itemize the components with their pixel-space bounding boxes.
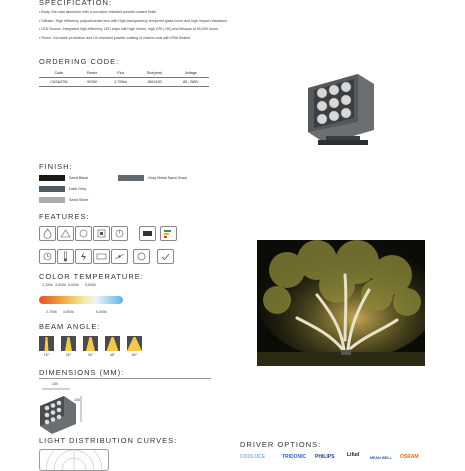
finish-swatch-sand-silver bbox=[39, 197, 65, 203]
finish-swatch-dark-grey bbox=[39, 186, 65, 192]
table-cell: 150X150 bbox=[136, 78, 172, 87]
cct-label: 6,500k bbox=[96, 310, 107, 314]
column-header: Size(mm) bbox=[136, 69, 172, 78]
column-header: Flux bbox=[105, 69, 136, 78]
table-cell: CUSA27W bbox=[39, 78, 79, 87]
driver-options-heading: DRIVER OPTIONS: bbox=[240, 440, 322, 449]
beam-25-icon bbox=[61, 336, 76, 351]
surge-icon bbox=[75, 249, 92, 264]
energy-class-icon bbox=[160, 226, 177, 241]
ip66-icon bbox=[39, 226, 56, 241]
cct-label: 3,000k bbox=[55, 283, 66, 287]
finish-label: Gray Metal Sand Grain bbox=[148, 176, 187, 180]
table-cell: 2,700lm bbox=[105, 78, 136, 87]
ordering-code-heading: ORDERING CODE: bbox=[39, 57, 120, 66]
brand-logo: COOLUCE bbox=[240, 454, 265, 460]
beam-label: 60° bbox=[131, 353, 138, 357]
light-distribution-diagram bbox=[39, 449, 109, 471]
power-factor-icon bbox=[111, 226, 128, 241]
beam-label: 15° bbox=[43, 353, 50, 357]
color-temperature-heading: COLOR TEMPERATURE: bbox=[39, 272, 144, 281]
column-header: Voltage bbox=[173, 69, 209, 78]
beam-30-icon bbox=[83, 336, 98, 351]
table-cell: 9X3W bbox=[79, 78, 105, 87]
spec-line: • Diffuser: High efficiency polycarbonate lens with High-transparency tempered glass cover and high impact resistance. bbox=[39, 18, 228, 23]
driver-icon bbox=[93, 249, 110, 264]
table-cell: 85 - 265V bbox=[173, 78, 209, 87]
ik-rating-icon bbox=[57, 226, 74, 241]
led-chip-icon bbox=[93, 226, 110, 241]
beam-label: 25° bbox=[65, 353, 72, 357]
color-temperature-gradient bbox=[39, 296, 123, 304]
lifespan-icon bbox=[39, 249, 56, 264]
rohs-icon bbox=[133, 249, 150, 264]
spec-line: • LED Source: Integrated high-efficiency LED chips with high lumen, high CRI (>90) and lifespan of 50,000 hours. bbox=[39, 27, 219, 32]
dimming-icon bbox=[111, 249, 128, 264]
beam-45-icon bbox=[105, 336, 120, 351]
dimension-height: 150 bbox=[74, 398, 80, 402]
beam-60-icon bbox=[127, 336, 142, 351]
brand-logo: Lifud bbox=[347, 452, 360, 458]
beam-angle-heading: BEAM ANGLE: bbox=[39, 322, 101, 331]
ordering-table bbox=[39, 69, 209, 87]
dimensions-heading: DIMENSIONS (MM): bbox=[39, 368, 125, 377]
brand-logo: MEAN WELL bbox=[370, 456, 392, 460]
brand-logo: TRIDONIC bbox=[282, 454, 307, 460]
finish-heading: FINISH: bbox=[39, 162, 73, 171]
finish-label: Sand Silver bbox=[69, 198, 89, 202]
beam-label: 45° bbox=[109, 353, 116, 357]
beam-label: 30° bbox=[87, 353, 94, 357]
brand-logo: OSRAM bbox=[400, 454, 419, 460]
features-heading: FEATURES: bbox=[39, 212, 90, 221]
finish-label: Sand Black bbox=[69, 176, 89, 180]
spec-line: • Body: Die-cast aluminum with a corrosion-resistant powder-coated finish. bbox=[39, 10, 158, 14]
cct-label: 3,500k bbox=[63, 310, 74, 314]
cct-label: 5,000k bbox=[85, 283, 96, 287]
installation-photo bbox=[257, 240, 425, 366]
cct-label: 2,200k bbox=[42, 283, 53, 287]
temperature-icon bbox=[57, 249, 74, 264]
product-image bbox=[300, 60, 380, 150]
light-distribution-heading: LIGHT DISTRIBUTION CURVES: bbox=[39, 436, 178, 445]
brand-logo: PHILIPS bbox=[315, 454, 335, 460]
finish-swatch-gray-metal bbox=[118, 175, 144, 181]
cri90-icon bbox=[75, 226, 92, 241]
finish-label: Dark Grey bbox=[69, 187, 87, 191]
spec-line: • Finish: Corrosion protection and UV-resistant powder coating or marine coat with IP66 Sealed. bbox=[39, 35, 192, 40]
dimensions-divider bbox=[39, 378, 211, 379]
column-header: Power bbox=[79, 69, 105, 78]
finish-swatch-sand-black bbox=[39, 175, 65, 181]
certification-icon bbox=[157, 249, 174, 264]
beam-15-icon bbox=[39, 336, 54, 351]
cct-label: 2,700k bbox=[46, 310, 57, 314]
specification-list bbox=[39, 10, 339, 41]
dimensions-drawing bbox=[36, 386, 96, 438]
specification-heading: SPECIFICATION: bbox=[39, 0, 113, 7]
warranty-icon bbox=[139, 226, 156, 241]
column-header: Code bbox=[39, 69, 79, 78]
dimension-width: 150 bbox=[52, 382, 58, 386]
cct-label: 4,000k bbox=[68, 283, 79, 287]
